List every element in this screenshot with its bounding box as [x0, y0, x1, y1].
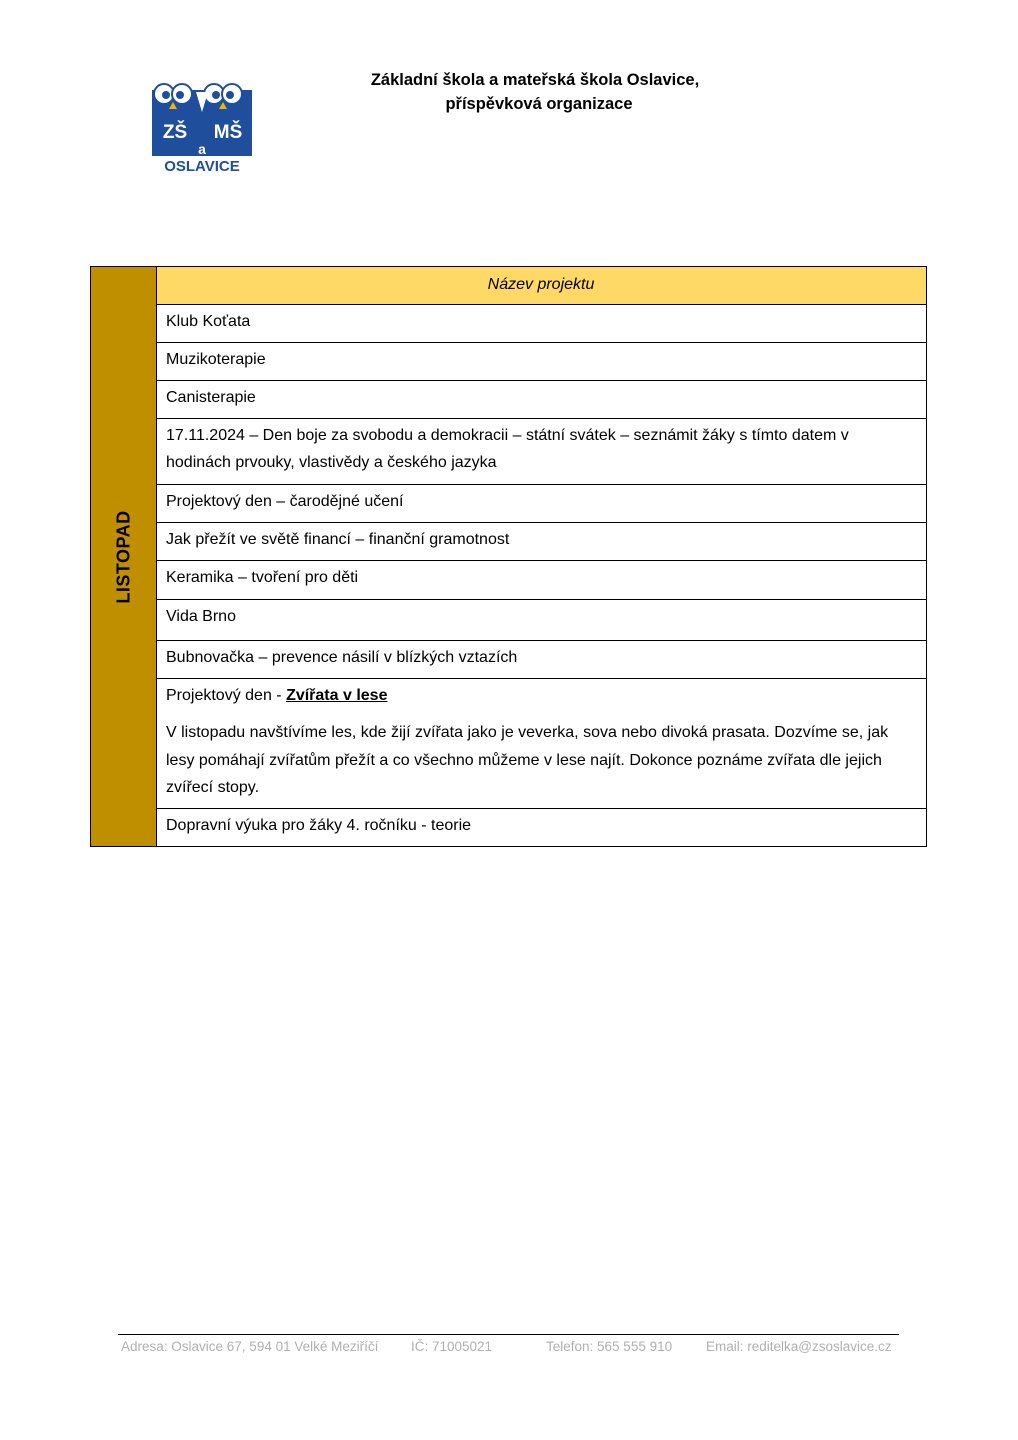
row-text: Jak přežít ve světě financí – finanční gramotnost — [166, 531, 510, 548]
table-row — [157, 343, 926, 381]
row-text: Klub Koťata — [166, 313, 251, 330]
row-text: Canisterapie — [166, 389, 256, 406]
month-column — [91, 267, 157, 846]
month-label: LISTOPAD — [113, 509, 133, 604]
row-text: Dopravní výuka pro žáky 4. ročníku - teorie — [166, 817, 472, 834]
footer-email: Email: reditelka@zsoslavice.cz — [706, 1339, 892, 1354]
school-logo — [152, 82, 252, 174]
footer-phone: Telefon: 565 555 910 — [546, 1339, 673, 1354]
row-text: Muzikoterapie — [166, 351, 266, 368]
project-table — [90, 266, 927, 847]
table-row — [157, 641, 926, 679]
school-name — [290, 68, 780, 116]
table-row — [157, 419, 926, 485]
row-text: Vida Brno — [166, 608, 236, 625]
table-header — [157, 267, 926, 305]
logo-text-zs: ZŠ — [162, 122, 188, 143]
footer-address: Adresa: Oslavice 67, 594 01 Velké Meziříčí — [121, 1339, 379, 1354]
table-row — [157, 485, 926, 523]
logo-text-oslavice: OSLAVICE — [164, 158, 240, 174]
project-day-heading — [166, 679, 916, 709]
footer-divider — [118, 1334, 899, 1335]
project-day-prefix: Projektový den - — [166, 687, 287, 704]
school-name-line2: příspěvková organizace — [445, 95, 633, 113]
table-header-label: Název projektu — [487, 276, 595, 293]
table-row — [157, 561, 926, 600]
row-text: 17.11.2024 – Den boje za svobodu a demokracii – státní svátek – seznámit žáky s tímto datem v hodinách prvouky, vlastivědy a českého jazyka — [166, 427, 849, 471]
table-row — [157, 305, 926, 343]
table-row — [157, 381, 926, 419]
row-text: Keramika – tvoření pro děti — [166, 569, 359, 586]
project-day-title: Zvířata v lese — [286, 687, 388, 704]
project-day-description: V listopadu navštívíme les, kde žijí zvířata jako je veverka, sova nebo divoká prasata. Dozvíme se, jak lesy pomáhají zvířatům přežít a co všechno můžeme v lese najít. Dokonce poznáme zvířata dle jejich zvířecí stopy. — [166, 724, 889, 796]
table-row — [157, 523, 926, 561]
table-row-project-day — [157, 679, 926, 809]
table-row — [157, 600, 926, 641]
logo-text-ms: MŠ — [213, 122, 243, 143]
table-row — [157, 809, 926, 846]
row-text: Projektový den – čarodějné učení — [166, 493, 404, 510]
logo-text-a: a — [198, 141, 206, 157]
footer-ic: IČ: 71005021 — [411, 1339, 493, 1354]
school-name-line1: Základní škola a mateřská škola Oslavice, — [370, 71, 700, 89]
row-text: Bubnovačka – prevence násilí v blízkých vztazích — [166, 649, 518, 666]
project-rows — [157, 267, 926, 846]
